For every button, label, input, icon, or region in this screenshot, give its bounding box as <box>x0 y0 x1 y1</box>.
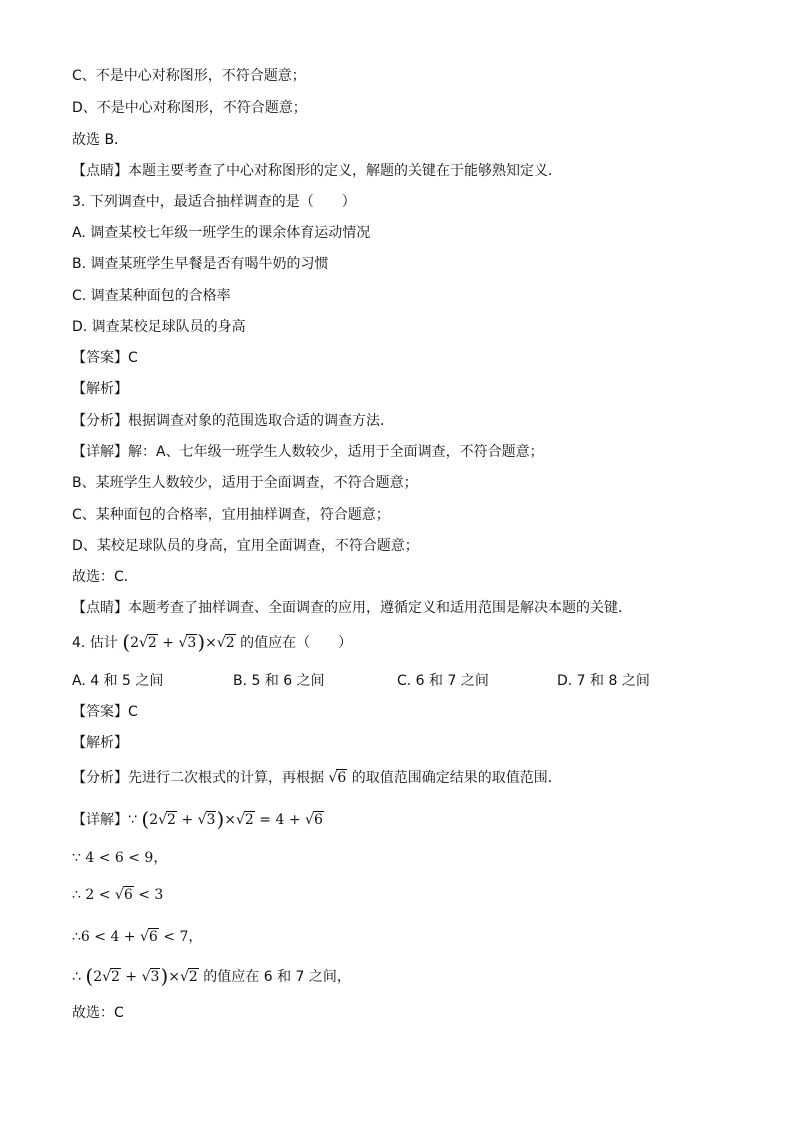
radical-sign: √ <box>179 969 189 985</box>
plus-sign: + <box>125 969 138 985</box>
radical-sign: √ <box>139 635 148 651</box>
answer-label: 【答案】C <box>72 350 138 366</box>
detail-line: D、某校足球队员的身高，宜用全面调查，不符合题意； <box>72 538 419 554</box>
detail-line: 【详解】解：A、七年级一班学生人数较少，适用于全面调查，不符合题意； <box>72 444 544 460</box>
inequality-part: ∴ 2 < <box>72 887 111 903</box>
formula-expression <box>85 964 203 988</box>
detail-line: B、某班学生人数较少，适用于全面调查，不符合题意； <box>72 475 418 491</box>
radicand: 6 <box>337 770 347 786</box>
comment-line: 【点睛】本题主要考查了中心对称图形的定义，解题的关键在于能够熟知定义． <box>72 163 562 179</box>
formula-expression <box>122 630 240 654</box>
question-4-suffix: 的值应在（ ） <box>240 635 353 651</box>
equation-rhs: = 4 + <box>259 812 301 828</box>
option-a: A. 4 和 5 之间 <box>72 673 164 689</box>
right-paren: ) <box>216 807 225 831</box>
radical-sign: √ <box>197 812 207 828</box>
radical-sign: √ <box>140 929 149 945</box>
comment-line: 【点睛】本题考查了抽样调查、全面调查的应用，遵循定义和适用范围是解决本题的关键． <box>72 600 632 616</box>
detail-prefix: 【详解】∵ <box>72 812 137 828</box>
choice-line: 故选：C． <box>72 569 138 585</box>
detail-equation <box>72 807 324 831</box>
text-line: D、不是中心对称图形，不符合题意； <box>72 100 307 116</box>
inequality-line <box>72 927 202 947</box>
radicand: 3 <box>206 812 216 828</box>
option-d: D. 调查某校足球队员的身高 <box>72 319 246 335</box>
radicand: 2 <box>167 812 176 828</box>
radicand: 2 <box>111 969 120 985</box>
left-paren: ( <box>85 964 94 988</box>
radicand: 2 <box>244 812 254 828</box>
left-paren: ( <box>141 807 150 831</box>
formula-sqrt6 <box>328 770 347 786</box>
coefficient: 2 <box>130 635 139 651</box>
times-sign: × <box>168 969 180 985</box>
answer-label: 【答案】C <box>72 704 138 720</box>
choice-line: 故选：C <box>72 1005 124 1021</box>
times-sign: × <box>205 635 217 651</box>
text-line: C、不是中心对称图形，不符合题意； <box>72 68 306 84</box>
coefficient: 2 <box>93 969 103 985</box>
radicand: 6 <box>313 812 323 828</box>
radical-sign: √ <box>141 969 151 985</box>
radicand: 3 <box>187 635 197 651</box>
question-3: 3. 下列调查中，最适合抽样调查的是（ ） <box>72 194 356 210</box>
radical-sign: √ <box>328 770 338 786</box>
analysis-label: 【解析】 <box>72 735 128 751</box>
conclusion-suffix: 的值应在 6 和 7 之间， <box>203 969 351 985</box>
option-c: C. 调查某种面包的合格率 <box>72 288 231 304</box>
plus-sign: + <box>162 635 175 651</box>
right-paren: ) <box>197 630 206 654</box>
option-b: B. 调查某班学生早餐是否有喝牛奶的习惯 <box>72 256 329 272</box>
radical-sign: √ <box>235 812 245 828</box>
radicand: 2 <box>225 635 235 651</box>
option-b: B. 5 和 6 之间 <box>233 673 325 689</box>
analysis-suffix: 的取值范围确定结果的取值范围． <box>351 770 562 786</box>
left-paren: ( <box>122 630 131 654</box>
radical-sign: √ <box>102 969 112 985</box>
analysis-line: 【分析】根据调查对象的范围选取合适的调查方法． <box>72 413 394 429</box>
option-a: A. 调查某校七年级一班学生的课余体育运动情况 <box>72 225 371 241</box>
text-line: 故选 B． <box>72 132 129 148</box>
radical-sign: √ <box>216 635 226 651</box>
analysis-label: 【解析】 <box>72 381 128 397</box>
radicand: 3 <box>150 969 160 985</box>
question-4 <box>72 630 353 654</box>
detail-line: C、某种面包的合格率，宜用抽样调查，符合题意； <box>72 507 390 523</box>
inequality-part: < 7， <box>163 929 203 945</box>
radical-sign: √ <box>305 812 314 828</box>
radicand: 6 <box>123 887 133 903</box>
radicand: 2 <box>188 969 198 985</box>
analysis-prefix: 【分析】先进行二次根式的计算，再根据 <box>72 770 324 786</box>
therefore-sign: ∴ <box>72 969 81 985</box>
inequality-part: < 3 <box>138 887 164 903</box>
inequality-line: ∵ 4 < 6 < 9， <box>72 850 168 866</box>
inequality-part: ∴6 < 4 + <box>72 929 136 945</box>
radical-sign: √ <box>158 812 168 828</box>
coefficient: 2 <box>149 812 159 828</box>
plus-sign: + <box>181 812 194 828</box>
radicand: 6 <box>148 929 158 945</box>
conclusion-line <box>72 964 351 988</box>
option-c: C. 6 和 7 之间 <box>397 673 489 689</box>
radical-sign: √ <box>114 887 124 903</box>
analysis-line <box>72 768 562 788</box>
right-paren: ) <box>160 964 169 988</box>
radical-sign: √ <box>178 635 188 651</box>
option-d: D. 7 和 8 之间 <box>557 673 650 689</box>
inequality-line <box>72 885 163 905</box>
times-sign: × <box>224 812 236 828</box>
question-4-prefix: 4. 估计 <box>72 635 118 651</box>
formula-expression <box>141 807 323 831</box>
radicand: 2 <box>147 635 157 651</box>
